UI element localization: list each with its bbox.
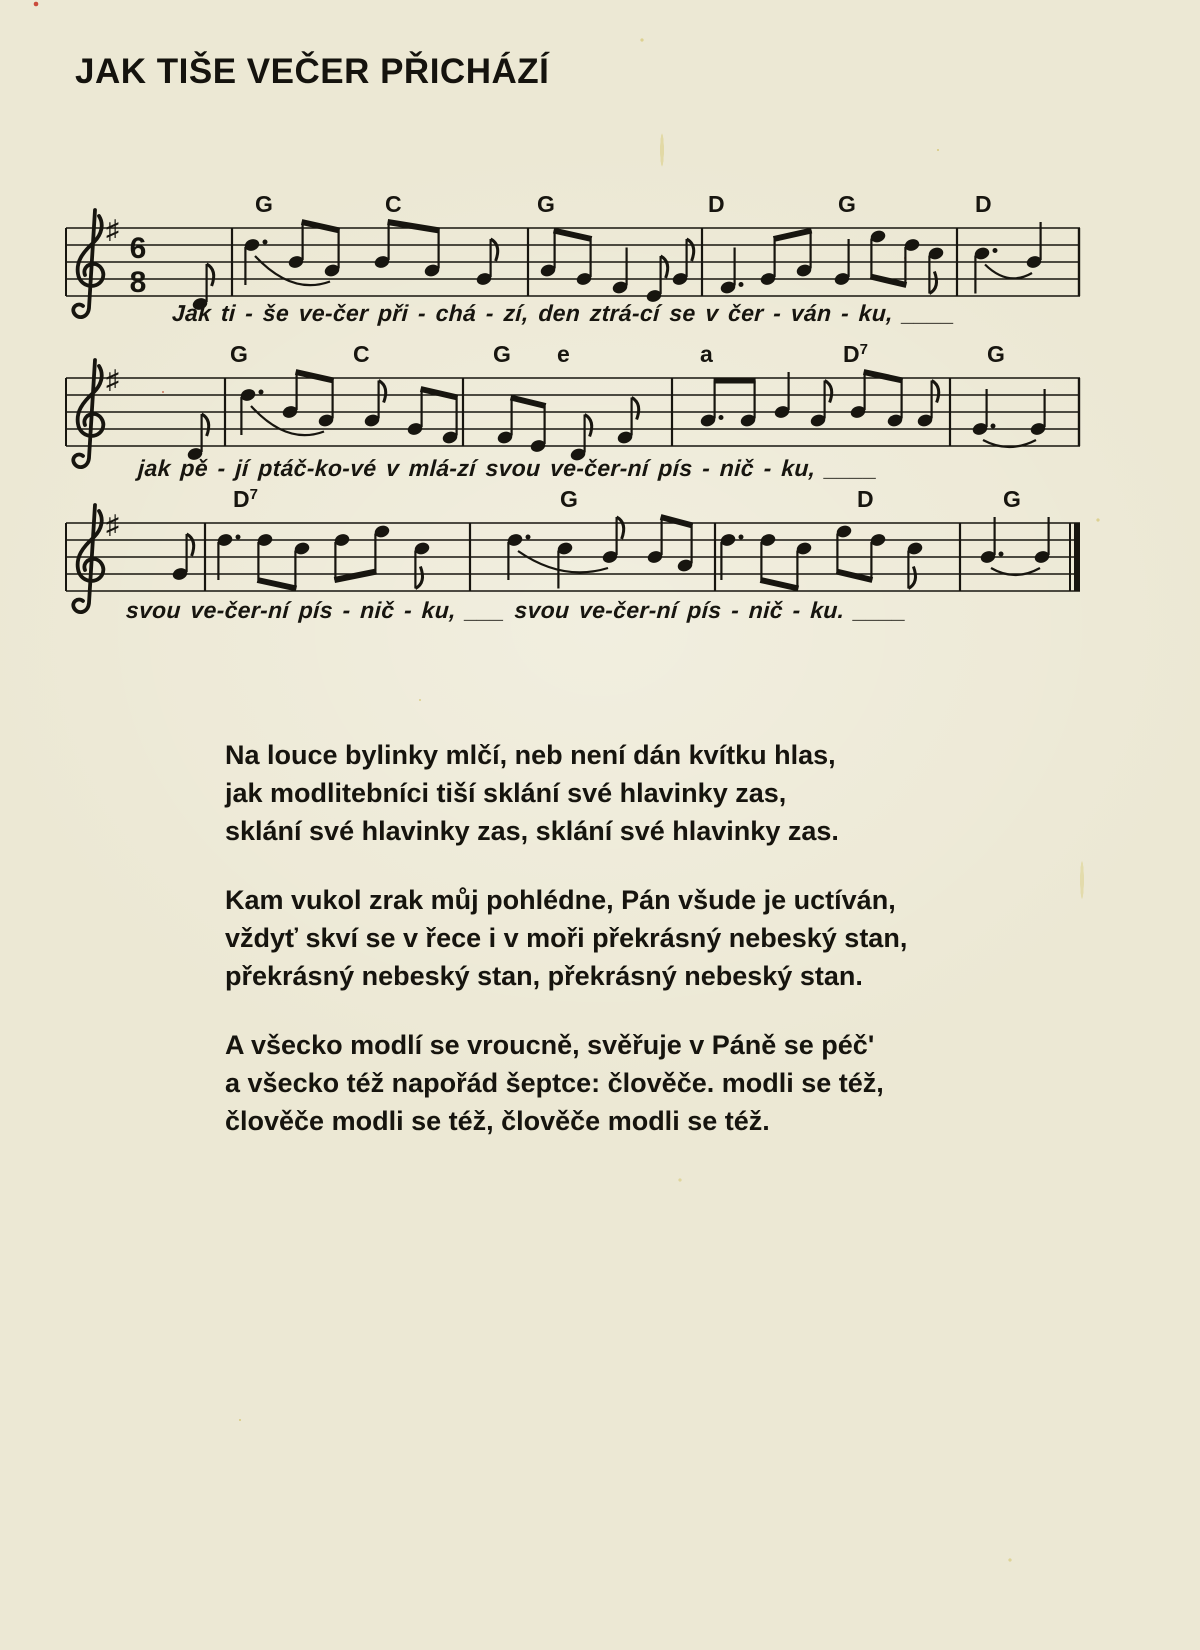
verse-paragraph-2 bbox=[225, 881, 907, 995]
verse-line: Kam vukol zrak můj pohlédne, Pán všude je uctíván, bbox=[225, 885, 896, 915]
svg-text:8: 8 bbox=[129, 266, 147, 299]
svg-text:D7: $D^7$ bbox=[233, 486, 258, 512]
verse-line: sklání své hlavinky zas, sklání své hlavinky zas. bbox=[225, 816, 839, 846]
svg-text:G: G bbox=[230, 341, 248, 367]
svg-text:G: G bbox=[493, 341, 511, 367]
svg-text:D7: $D^7$ bbox=[843, 341, 868, 367]
verse-line: Na louce bylinky mlčí, neb není dán kvítku hlas, bbox=[225, 740, 836, 770]
svg-text:♯: ♯ bbox=[106, 214, 119, 244]
verse-line: vždyť skví se v řece i v moři překrásný nebeský stan, bbox=[225, 923, 908, 953]
svg-text:♯: ♯ bbox=[106, 364, 119, 394]
lyric-line-1: Jak ti - še ve-čer při - chá - zí, den ztrá-cí se v čer - ván - ku, ____ bbox=[171, 300, 956, 326]
svg-text:C: C bbox=[353, 341, 370, 367]
lyric-line-3: svou ve-čer-ní pís - nič - ku, ___ svou ve-čer-ní pís - nič - ku. ____ bbox=[125, 597, 908, 623]
verse-line: člověče modli se též, člověče modli se též. bbox=[225, 1106, 770, 1136]
svg-text:6: 6 bbox=[129, 232, 147, 265]
svg-text:D: D bbox=[708, 191, 725, 217]
svg-text:♯: ♯ bbox=[106, 509, 119, 539]
svg-text:G: G bbox=[838, 191, 856, 217]
page-title: JAK TIŠE VEČER PŘICHÁZÍ bbox=[75, 52, 550, 91]
svg-text:D: D bbox=[975, 191, 992, 217]
verse-line: A všecko modlí se vroucně, svěřuje v Páně se péč' bbox=[225, 1030, 875, 1060]
verse-line: a všecko též napořád šeptce: člověče. modli se též, bbox=[225, 1068, 884, 1098]
lyric-line-2: jak pě - jí ptáč-ko-vé v mlá-zí svou ve-čer-ní pís - nič - ku, ____ bbox=[137, 455, 879, 481]
verse-line: jak modlitebníci tiší sklání své hlavinky zas, bbox=[225, 778, 787, 808]
verse-paragraph-3 bbox=[225, 1026, 884, 1140]
svg-text:G: G bbox=[1003, 486, 1021, 512]
svg-text:G: G bbox=[987, 341, 1005, 367]
verse-paragraph-1 bbox=[225, 736, 839, 850]
verse-line: překrásný nebeský stan, překrásný nebeský stan. bbox=[225, 961, 863, 991]
svg-text:e: e bbox=[557, 341, 570, 367]
svg-text:C: C bbox=[385, 191, 402, 217]
svg-text:G: G bbox=[560, 486, 578, 512]
svg-text:G: G bbox=[255, 191, 273, 217]
svg-text:G: G bbox=[537, 191, 555, 217]
svg-text:D: D bbox=[857, 486, 874, 512]
svg-text:a: a bbox=[700, 341, 713, 367]
